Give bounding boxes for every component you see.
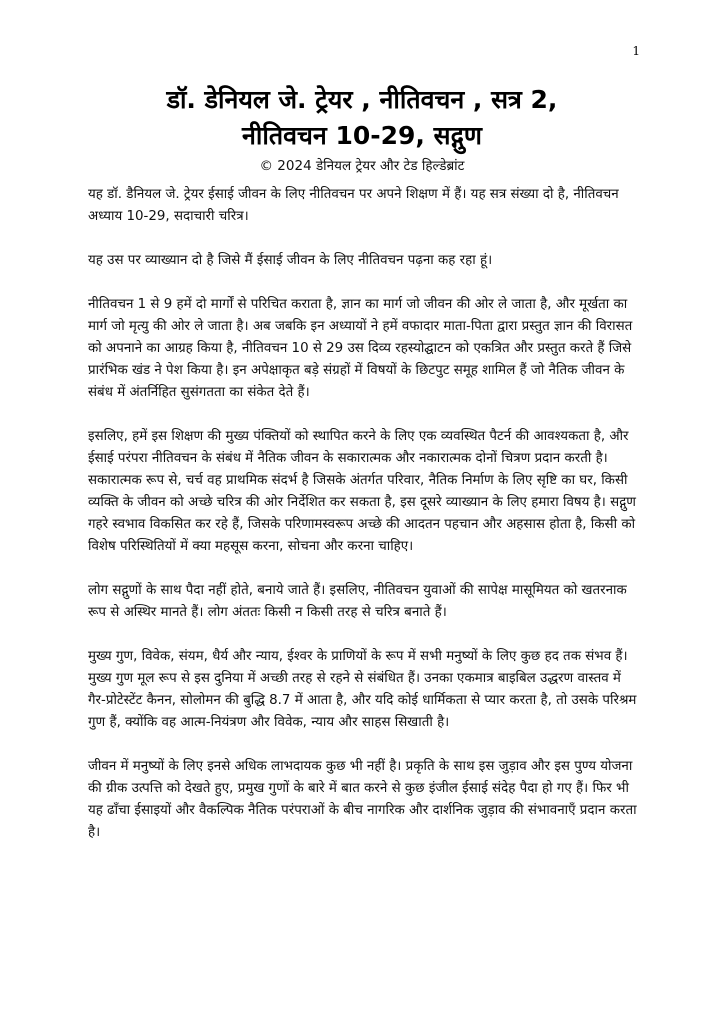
copyright-line: © 2024 डेनियल ट्रेयर और टेड हिल्डेब्रांट (259, 158, 465, 174)
page-number: 1 (632, 44, 640, 58)
title-line-1: डॉ. डेनियल जे. ट्रेयर , नीतिवचन , सत्र 2, (166, 85, 558, 114)
paragraph: यह उस पर व्याख्यान दो है जिसे मैं ईसाई जीवन के लिए नीतिवचन पढ़ना कह रहा हूं। (88, 253, 493, 268)
paragraph: नीतिवचन 1 से 9 हमें दो मार्गों से परिचित कराता है, ज्ञान का मार्ग जो जीवन की ओर ले जाता है, और मूर्खता का मार्ग जो मृत्यु की ओर ले जाता है। अब जबकि इन अध्यायों ने हमें वफादार माता-पिता द्वारा प्रस्तुत ज्ञान की विरासत को अपनाने का आग्रह किया है, नीतिवचन 10 से 29 उस दिव्य रहस्योद्घाटन को एकत्रित और प्रस्तुत करते हैं जिसे प्रारंभिक खंड ने पेश किया है। इन अपेक्षाकृत बड़े संग्रहों में विषयों के छिटपुट समूह शामिल हैं जो नैतिक जीवन के संबंध में अंतर्निहित सुसंगतता का संकेत देते हैं। (88, 297, 633, 400)
paragraph: मुख्य गुण, विवेक, संयम, धैर्य और न्याय, ईश्वर के प्राणियों के रूप में सभी मनुष्यों के लिए कुछ हद तक संभव हैं। मुख्य गुण मूल रूप से इस दुनिया में अच्छी तरह से रहने से संबंधित हैं। उनका एकमात्र बाइबिल उद्धरण वास्तव में गैर-प्रोटेस्टेंट कैनन, सोलोमन की बुद्धि 8.7 में आता है, और यदि कोई धार्मिकता से प्यार करता है, तो उसके परिश्रम गुण हैं, क्योंकि वह आत्म-नियंत्रण और विवेक, न्याय और साहस सिखाती है। (88, 649, 637, 730)
paragraph: इसलिए, हमें इस शिक्षण की मुख्य पंक्तियों को स्थापित करने के लिए एक व्यवस्थित पैटर्न की आवश्यकता है, और ईसाई परंपरा नीतिवचन के संबंध में नैतिक जीवन के सकारात्मक और नकारात्मक दोनों चित्रण प्रदान करती है। सकारात्मक रूप से, चर्च वह प्राथमिक संदर्भ है जिसके अंतर्गत परिवार, नैतिक निर्माण के लिए सृष्टि का घर, किसी व्यक्ति के जीवन को अच्छे चरित्र की ओर निर्देशित कर सकता है, इस दूसरे व्याख्यान के लिए हमारा विषय है। सद्गुण गहरे स्वभाव विकसित कर रहे हैं, जिसके परिणामस्वरूप अच्छे की आदतन पहचान और अहसास होता है, किसी को विशेष परिस्थितियों में क्या महसूस करना, सोचना और करना चाहिए। (88, 429, 636, 554)
paragraph: यह डॉ. डैनियल जे. ट्रेयर ईसाई जीवन के लिए नीतिवचन पर अपने शिक्षण में हैं। यह सत्र संख्या दो है, नीतिवचन अध्याय 10-29, सदाचारी चरित्र। (88, 187, 619, 224)
document-body (88, 184, 642, 866)
page-title (80, 82, 644, 154)
paragraph: जीवन में मनुष्यों के लिए इनसे अधिक लाभदायक कुछ भी नहीं है। प्रकृति के साथ इस जुड़ाव और इस पुण्य योजना की ग्रीक उत्पत्ति को देखते हुए, प्रमुख गुणों के बारे में बात करने से कुछ इंजील ईसाई संदेह पैदा हो गए हैं। फिर भी यह ढाँचा ईसाइयों और वैकल्पिक नैतिक परंपराओं के बीच नागरिक और दार्शनिक जुड़ाव की संभावनाएँ प्रदान करता है। (88, 759, 637, 840)
paragraph: लोग सद्गुणों के साथ पैदा नहीं होते, बनाये जाते हैं। इसलिए, नीतिवचन युवाओं की सापेक्ष मासूमियत को खतरनाक रूप से अस्थिर मानते हैं। लोग अंततः किसी न किसी तरह से चरित्र बनाते हैं। (88, 583, 627, 620)
title-line-2: नीतिवचन 10-29, सद्गुण (242, 121, 482, 150)
